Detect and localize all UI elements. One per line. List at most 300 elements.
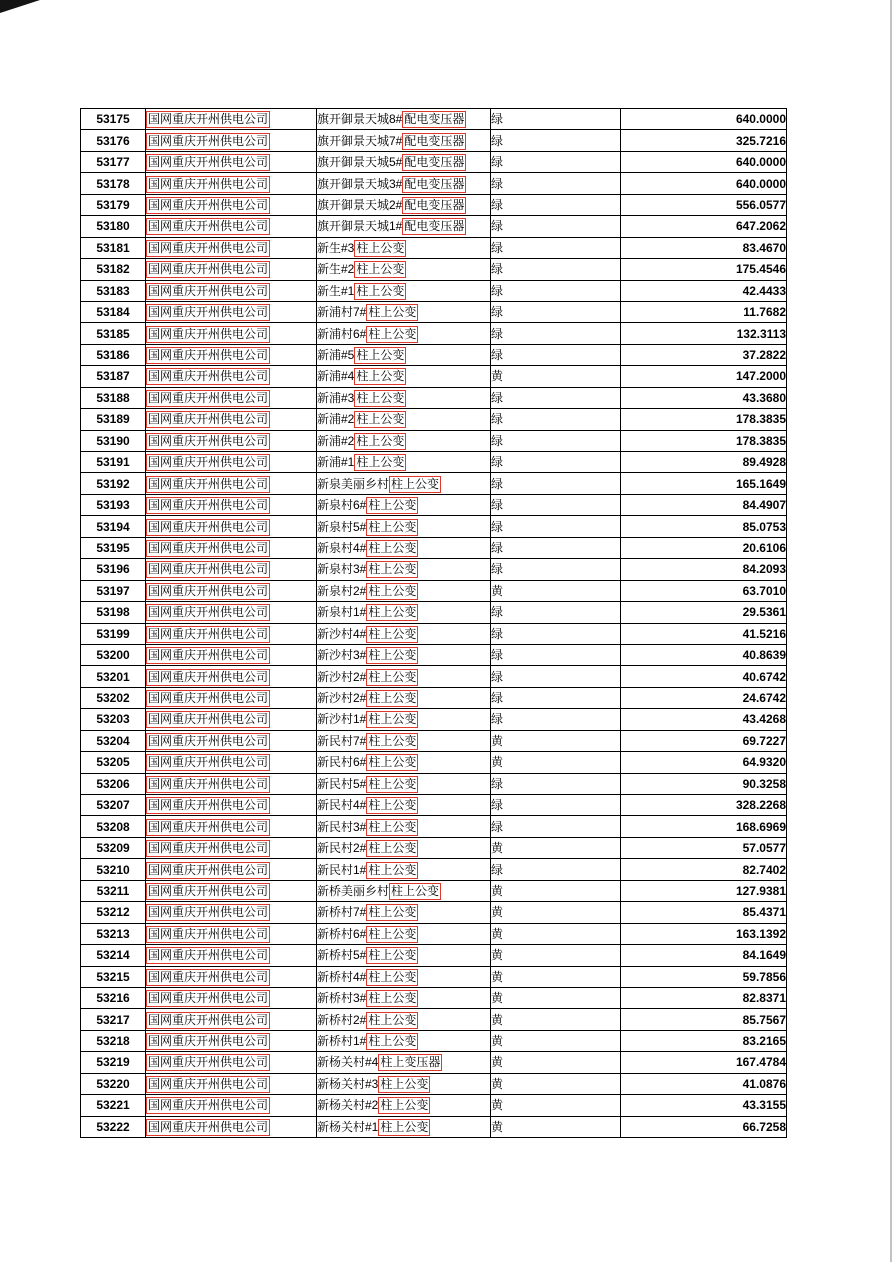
status-cell: 黄	[491, 902, 621, 923]
table-row	[81, 409, 787, 430]
table-row	[81, 880, 787, 901]
device-name-text: 新桥村1#	[317, 1034, 367, 1049]
table-row	[81, 1116, 787, 1137]
device-name-text: 新泉村5#	[317, 519, 367, 534]
value-cell: 178.3835	[621, 430, 787, 451]
table-row	[81, 259, 787, 280]
row-id-cell: 53217	[81, 1009, 146, 1030]
device-name-text: 旗开御景天城2#	[317, 197, 403, 212]
row-id-cell: 53191	[81, 452, 146, 473]
company-cell	[146, 216, 317, 237]
device-name-text: 新杨关村#1	[317, 1119, 379, 1134]
row-id-cell: 53208	[81, 816, 146, 837]
company-highlight-box: 国网重庆开州供电公司	[148, 862, 269, 877]
company-cell	[146, 837, 317, 858]
company-highlight-box: 国网重庆开州供电公司	[148, 733, 269, 748]
device-cell	[317, 880, 491, 901]
table-row	[81, 602, 787, 623]
value-cell: 167.4784	[621, 1052, 787, 1073]
table-row	[81, 1030, 787, 1051]
table-row	[81, 666, 787, 687]
company-highlight-box: 国网重庆开州供电公司	[148, 433, 269, 448]
value-cell: 647.2062	[621, 216, 787, 237]
device-name-text: 新沙村2#	[317, 669, 367, 684]
status-cell: 绿	[491, 516, 621, 537]
company-highlight-box: 国网重庆开州供电公司	[148, 283, 269, 298]
status-cell: 绿	[491, 644, 621, 665]
company-cell	[146, 473, 317, 494]
device-cell	[317, 923, 491, 944]
company-highlight-box: 国网重庆开州供电公司	[148, 691, 269, 706]
device-name-text: 新泉村6#	[317, 498, 367, 513]
status-cell: 黄	[491, 987, 621, 1008]
value-cell: 168.6969	[621, 816, 787, 837]
row-id-cell: 53192	[81, 473, 146, 494]
value-cell: 85.7567	[621, 1009, 787, 1030]
device-name-text: 新浦#1	[317, 455, 355, 470]
row-id-cell: 53220	[81, 1073, 146, 1094]
device-cell	[317, 301, 491, 322]
device-name-text: 新生#1	[317, 283, 355, 298]
company-highlight-box: 国网重庆开州供电公司	[148, 905, 269, 920]
company-highlight-box: 国网重庆开州供电公司	[148, 798, 269, 813]
device-highlight-box: 柱上公变	[368, 498, 417, 513]
value-cell: 328.2268	[621, 795, 787, 816]
device-highlight-box: 配电变压器	[404, 197, 465, 212]
device-highlight-box: 柱上公变	[368, 519, 417, 534]
table-row	[81, 109, 787, 130]
value-cell: 84.1649	[621, 945, 787, 966]
device-name-text: 新民村7#	[317, 733, 367, 748]
device-name-text: 新民村2#	[317, 841, 367, 856]
value-cell: 90.3258	[621, 773, 787, 794]
company-highlight-box: 国网重庆开州供电公司	[148, 626, 269, 641]
company-highlight-box: 国网重庆开州供电公司	[148, 390, 269, 405]
company-cell	[146, 494, 317, 515]
company-highlight-box: 国网重庆开州供电公司	[148, 669, 269, 684]
status-cell: 黄	[491, 730, 621, 751]
row-id-cell: 53211	[81, 880, 146, 901]
status-cell: 绿	[491, 323, 621, 344]
company-cell	[146, 237, 317, 258]
device-cell	[317, 987, 491, 1008]
status-cell: 黄	[491, 945, 621, 966]
device-highlight-box: 柱上公变	[368, 991, 417, 1006]
company-cell	[146, 752, 317, 773]
device-cell	[317, 837, 491, 858]
device-cell	[317, 687, 491, 708]
value-cell: 85.0753	[621, 516, 787, 537]
device-name-text: 旗开御景天城3#	[317, 176, 403, 191]
device-highlight-box: 柱上公变	[380, 1119, 429, 1134]
device-name-text: 旗开御景天城1#	[317, 219, 403, 234]
company-cell	[146, 559, 317, 580]
company-cell	[146, 709, 317, 730]
status-cell: 绿	[491, 344, 621, 365]
table-row	[81, 923, 787, 944]
status-cell: 绿	[491, 387, 621, 408]
status-cell: 黄	[491, 837, 621, 858]
table-row	[81, 859, 787, 880]
status-cell: 绿	[491, 816, 621, 837]
device-name-text: 新沙村4#	[317, 626, 367, 641]
company-cell	[146, 730, 317, 751]
company-highlight-box: 国网重庆开州供电公司	[148, 155, 269, 170]
device-cell	[317, 945, 491, 966]
row-id-cell: 53196	[81, 559, 146, 580]
value-cell: 84.2093	[621, 559, 787, 580]
device-cell	[317, 237, 491, 258]
device-name-text: 新沙村2#	[317, 691, 367, 706]
table-row	[81, 537, 787, 558]
status-cell: 绿	[491, 280, 621, 301]
table-row	[81, 344, 787, 365]
device-highlight-box: 配电变压器	[404, 219, 465, 234]
company-cell	[146, 666, 317, 687]
status-cell: 黄	[491, 366, 621, 387]
table-row	[81, 237, 787, 258]
row-id-cell: 53188	[81, 387, 146, 408]
value-cell: 325.7216	[621, 130, 787, 151]
status-cell: 绿	[491, 773, 621, 794]
company-cell	[146, 387, 317, 408]
device-cell	[317, 902, 491, 923]
table-row	[81, 516, 787, 537]
status-cell: 绿	[491, 237, 621, 258]
row-id-cell: 53222	[81, 1116, 146, 1137]
status-cell: 绿	[491, 473, 621, 494]
row-id-cell: 53190	[81, 430, 146, 451]
company-cell	[146, 687, 317, 708]
device-cell	[317, 730, 491, 751]
row-id-cell: 53210	[81, 859, 146, 880]
table-row	[81, 623, 787, 644]
device-highlight-box: 柱上公变	[356, 240, 405, 255]
company-cell	[146, 409, 317, 430]
table-row	[81, 151, 787, 172]
device-cell	[317, 259, 491, 280]
device-name-text: 新桥村6#	[317, 926, 367, 941]
company-cell	[146, 537, 317, 558]
table-row	[81, 837, 787, 858]
device-name-text: 新生#3	[317, 240, 355, 255]
device-name-text: 新杨关村#4	[317, 1055, 379, 1070]
row-id-cell: 53213	[81, 923, 146, 944]
device-cell	[317, 580, 491, 601]
device-highlight-box: 柱上公变	[368, 798, 417, 813]
device-cell	[317, 709, 491, 730]
device-highlight-box: 柱上公变	[368, 969, 417, 984]
table-row	[81, 773, 787, 794]
row-id-cell: 53205	[81, 752, 146, 773]
company-highlight-box: 国网重庆开州供电公司	[148, 776, 269, 791]
table-row	[81, 301, 787, 322]
value-cell: 43.3680	[621, 387, 787, 408]
row-id-cell: 53187	[81, 366, 146, 387]
table-row	[81, 1073, 787, 1094]
company-highlight-box: 国网重庆开州供电公司	[148, 112, 269, 127]
value-cell: 66.7258	[621, 1116, 787, 1137]
value-cell: 132.3113	[621, 323, 787, 344]
row-id-cell: 53197	[81, 580, 146, 601]
company-highlight-box: 国网重庆开州供电公司	[148, 991, 269, 1006]
status-cell: 绿	[491, 559, 621, 580]
company-cell	[146, 923, 317, 944]
device-cell	[317, 216, 491, 237]
device-name-text: 新民村5#	[317, 776, 367, 791]
device-highlight-box: 柱上公变	[368, 755, 417, 770]
device-cell	[317, 537, 491, 558]
status-cell: 黄	[491, 1073, 621, 1094]
company-cell	[146, 301, 317, 322]
status-cell: 绿	[491, 109, 621, 130]
device-name-text: 新杨关村#3	[317, 1076, 379, 1091]
row-id-cell: 53184	[81, 301, 146, 322]
value-cell: 147.2000	[621, 366, 787, 387]
device-name-text: 新桥美丽乡村	[317, 883, 390, 898]
status-cell: 绿	[491, 687, 621, 708]
status-cell: 绿	[491, 173, 621, 194]
status-cell: 绿	[491, 795, 621, 816]
device-highlight-box: 配电变压器	[404, 155, 465, 170]
device-highlight-box: 柱上公变	[391, 883, 440, 898]
device-cell	[317, 194, 491, 215]
company-highlight-box: 国网重庆开州供电公司	[148, 712, 269, 727]
value-cell: 640.0000	[621, 151, 787, 172]
value-cell: 556.0577	[621, 194, 787, 215]
company-cell	[146, 966, 317, 987]
status-cell: 黄	[491, 1009, 621, 1030]
company-highlight-box: 国网重庆开州供电公司	[148, 476, 269, 491]
value-cell: 59.7856	[621, 966, 787, 987]
device-name-text: 新民村3#	[317, 819, 367, 834]
device-highlight-box: 柱上公变	[380, 1098, 429, 1113]
table-row	[81, 494, 787, 515]
company-cell	[146, 1073, 317, 1094]
value-cell: 57.0577	[621, 837, 787, 858]
table-row	[81, 366, 787, 387]
device-name-text: 新桥村4#	[317, 969, 367, 984]
device-highlight-box: 配电变压器	[404, 112, 465, 127]
device-cell	[317, 1116, 491, 1137]
table-row	[81, 687, 787, 708]
company-cell	[146, 795, 317, 816]
status-cell: 绿	[491, 130, 621, 151]
company-cell	[146, 366, 317, 387]
status-cell: 黄	[491, 880, 621, 901]
table-row	[81, 130, 787, 151]
row-id-cell: 53181	[81, 237, 146, 258]
device-name-text: 新桥村5#	[317, 948, 367, 963]
device-cell	[317, 1030, 491, 1051]
value-cell: 82.8371	[621, 987, 787, 1008]
device-highlight-box: 柱上公变	[368, 605, 417, 620]
device-name-text: 新杨关村#2	[317, 1098, 379, 1113]
company-highlight-box: 国网重庆开州供电公司	[148, 841, 269, 856]
company-cell	[146, 194, 317, 215]
company-highlight-box: 国网重庆开州供电公司	[148, 1076, 269, 1091]
status-cell: 黄	[491, 580, 621, 601]
row-id-cell: 53186	[81, 344, 146, 365]
device-cell	[317, 109, 491, 130]
company-cell	[146, 816, 317, 837]
row-id-cell: 53175	[81, 109, 146, 130]
row-id-cell: 53209	[81, 837, 146, 858]
device-cell	[317, 1009, 491, 1030]
device-cell	[317, 473, 491, 494]
row-id-cell: 53185	[81, 323, 146, 344]
table-row	[81, 795, 787, 816]
device-cell	[317, 1052, 491, 1073]
status-cell: 黄	[491, 752, 621, 773]
device-highlight-box: 柱上公变	[356, 369, 405, 384]
row-id-cell: 53176	[81, 130, 146, 151]
table-body	[81, 109, 787, 1138]
row-id-cell: 53215	[81, 966, 146, 987]
status-cell: 黄	[491, 1095, 621, 1116]
table-row	[81, 644, 787, 665]
status-cell: 绿	[491, 194, 621, 215]
company-highlight-box: 国网重庆开州供电公司	[148, 540, 269, 555]
status-cell: 绿	[491, 409, 621, 430]
device-highlight-box: 柱上公变	[368, 669, 417, 684]
value-cell: 11.7682	[621, 301, 787, 322]
company-cell	[146, 516, 317, 537]
device-cell	[317, 494, 491, 515]
device-highlight-box: 柱上公变	[356, 262, 405, 277]
value-cell: 69.7227	[621, 730, 787, 751]
device-cell	[317, 409, 491, 430]
company-cell	[146, 602, 317, 623]
company-cell	[146, 280, 317, 301]
device-cell	[317, 430, 491, 451]
device-highlight-box: 柱上公变	[368, 926, 417, 941]
value-cell: 37.2822	[621, 344, 787, 365]
device-cell	[317, 366, 491, 387]
device-name-text: 新浦#5	[317, 348, 355, 363]
table-row	[81, 580, 787, 601]
device-highlight-box: 配电变压器	[404, 176, 465, 191]
company-cell	[146, 987, 317, 1008]
company-cell	[146, 173, 317, 194]
device-highlight-box: 柱上公变	[356, 412, 405, 427]
status-cell: 黄	[491, 966, 621, 987]
device-highlight-box: 柱上公变	[368, 862, 417, 877]
device-cell	[317, 280, 491, 301]
device-highlight-box: 柱上公变	[391, 476, 440, 491]
company-cell	[146, 109, 317, 130]
company-highlight-box: 国网重庆开州供电公司	[148, 648, 269, 663]
company-cell	[146, 130, 317, 151]
company-highlight-box: 国网重庆开州供电公司	[148, 519, 269, 534]
company-highlight-box: 国网重庆开州供电公司	[148, 348, 269, 363]
company-highlight-box: 国网重庆开州供电公司	[148, 240, 269, 255]
value-cell: 165.1649	[621, 473, 787, 494]
value-cell: 82.7402	[621, 859, 787, 880]
value-cell: 20.6106	[621, 537, 787, 558]
status-cell: 绿	[491, 666, 621, 687]
table-row	[81, 173, 787, 194]
device-highlight-box: 柱上公变	[380, 1076, 429, 1091]
company-cell	[146, 623, 317, 644]
row-id-cell: 53189	[81, 409, 146, 430]
row-id-cell: 53204	[81, 730, 146, 751]
row-id-cell: 53207	[81, 795, 146, 816]
status-cell: 绿	[491, 709, 621, 730]
value-cell: 83.4670	[621, 237, 787, 258]
table-row	[81, 452, 787, 473]
device-cell	[317, 173, 491, 194]
company-highlight-box: 国网重庆开州供电公司	[148, 305, 269, 320]
status-cell: 绿	[491, 259, 621, 280]
device-highlight-box: 柱上公变	[356, 390, 405, 405]
device-highlight-box: 柱上公变	[368, 776, 417, 791]
device-cell	[317, 816, 491, 837]
page-corner-mark	[0, 0, 40, 13]
company-highlight-box: 国网重庆开州供电公司	[148, 1055, 269, 1070]
row-id-cell: 53202	[81, 687, 146, 708]
status-cell: 绿	[491, 623, 621, 644]
value-cell: 175.4546	[621, 259, 787, 280]
device-name-text: 新泉村1#	[317, 605, 367, 620]
row-id-cell: 53221	[81, 1095, 146, 1116]
row-id-cell: 53193	[81, 494, 146, 515]
device-name-text: 新浦#3	[317, 390, 355, 405]
device-name-text: 新桥村3#	[317, 991, 367, 1006]
device-cell	[317, 966, 491, 987]
row-id-cell: 53200	[81, 644, 146, 665]
device-name-text: 新浦#4	[317, 369, 355, 384]
company-cell	[146, 1095, 317, 1116]
status-cell: 绿	[491, 859, 621, 880]
transformer-data-table	[80, 108, 787, 1138]
value-cell: 43.4268	[621, 709, 787, 730]
device-highlight-box: 柱上变压器	[380, 1055, 441, 1070]
table-row	[81, 902, 787, 923]
value-cell: 41.5216	[621, 623, 787, 644]
row-id-cell: 53183	[81, 280, 146, 301]
device-highlight-box: 柱上公变	[368, 733, 417, 748]
value-cell: 43.3155	[621, 1095, 787, 1116]
company-highlight-box: 国网重庆开州供电公司	[148, 133, 269, 148]
company-highlight-box: 国网重庆开州供电公司	[148, 197, 269, 212]
status-cell: 黄	[491, 1116, 621, 1137]
device-cell	[317, 666, 491, 687]
company-highlight-box: 国网重庆开州供电公司	[148, 926, 269, 941]
device-cell	[317, 130, 491, 151]
company-cell	[146, 859, 317, 880]
device-highlight-box: 柱上公变	[368, 583, 417, 598]
table-row	[81, 216, 787, 237]
device-cell	[317, 773, 491, 794]
company-highlight-box: 国网重庆开州供电公司	[148, 562, 269, 577]
company-highlight-box: 国网重庆开州供电公司	[148, 176, 269, 191]
company-highlight-box: 国网重庆开州供电公司	[148, 1012, 269, 1027]
company-highlight-box: 国网重庆开州供电公司	[148, 948, 269, 963]
value-cell: 83.2165	[621, 1030, 787, 1051]
device-highlight-box: 柱上公变	[356, 455, 405, 470]
company-cell	[146, 323, 317, 344]
value-cell: 40.8639	[621, 644, 787, 665]
table-row	[81, 966, 787, 987]
device-name-text: 新民村6#	[317, 755, 367, 770]
device-highlight-box: 柱上公变	[368, 948, 417, 963]
value-cell: 42.4433	[621, 280, 787, 301]
device-cell	[317, 344, 491, 365]
company-highlight-box: 国网重庆开州供电公司	[148, 219, 269, 234]
row-id-cell: 53218	[81, 1030, 146, 1051]
table-row	[81, 323, 787, 344]
